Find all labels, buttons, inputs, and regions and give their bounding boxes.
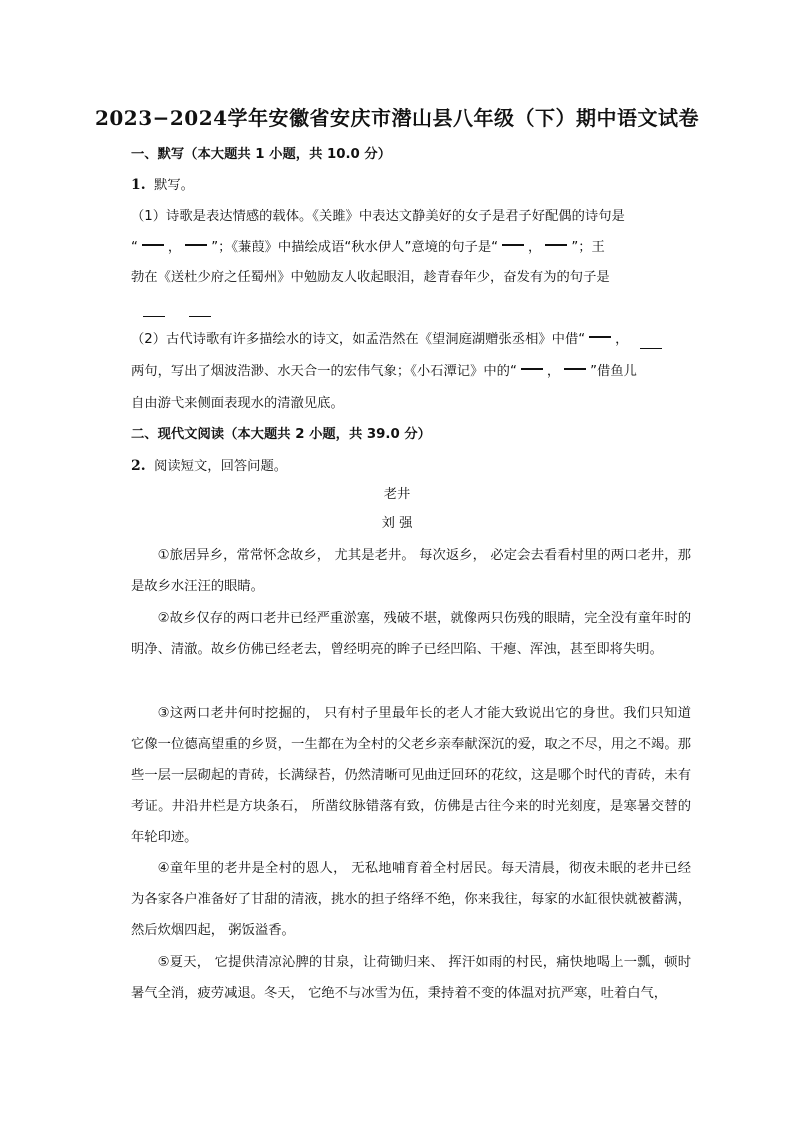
section2-heading: 二、现代文阅读（本大题共 2 小题，共 39.0 分） (131, 427, 431, 442)
answer-blank[interactable] (589, 336, 611, 338)
q1-stem: 默写。 (154, 178, 194, 193)
q2-stem: 阅读短文，回答问题。 (154, 459, 288, 474)
q1-stem-line (131, 176, 691, 195)
article-paragraph: ④童年里的老井是全村的恩人， 无私地哺育着全村居民。每天清晨，彻夜未眠的老井已经为各家各户准备好了甘甜的清液，挑水的担子络绎不绝，你来我往，每家的水缸很快就被蓄满，然后炊烟四起， 粥饭溢香。 (131, 861, 691, 938)
article-paragraph: ③这两口老井何时挖掘的， 只有村子里最年长的老人才能大致说出它的身世。我们只知道它像一位德高望重的乡贤，一生都在为全村的父老乡亲奉献深沉的爱，取之不尽，用之不竭。那些一层一层砌起的青砖，长满绿苔，仍然清晰可见曲迂回环的花纹，这是哪个时代的青砖，未有考证。井沿井栏是方块条石， 所凿纹脉错落有致，仿佛是古往今来的时光刻度，是寒暑交替的年轮印迹。 (131, 706, 691, 845)
answer-blank[interactable] (564, 368, 586, 370)
article-title: 老井 (383, 487, 411, 502)
article-author: 刘 强 (381, 516, 413, 531)
q1-part1-line3: 勃在《送杜少府之任蜀州》中勉励友人收起眼泪，趁青春年少，奋发有为的句子是 (131, 270, 610, 285)
q1-number: 1. (131, 177, 146, 193)
exam-title: 2023−2024学年安徽省安庆市潜山县八年级（下）期中语文试卷 (94, 106, 700, 130)
article-paragraph: ①旅居异乡，常常怀念故乡， 尤其是老井。 每次返乡， 必定会去看看村里的两口老井，那是故乡水汪汪的眼睛。 (131, 548, 691, 594)
q1-part2-line2: 两句，写出了烟波浩渺、水天合一的宏伟气象；《小石潭记》中的“ ， ”借鱼儿 (131, 364, 637, 379)
article-paragraph: ⑤夏天， 它提供清凉沁脾的甘泉，让荷锄归来、 挥汗如雨的村民，痛快地喝上一瓢，顿时暑气全消，疲劳减退。冬天， 它绝不与冰雪为伍，秉持着不变的体温对抗严寒，吐着白气， (131, 955, 691, 1001)
q2-number: 2. (131, 458, 146, 474)
answer-blank[interactable] (521, 368, 543, 370)
answer-blank[interactable] (640, 338, 662, 349)
q1-part2-line3: 自由游弋来侧面表现水的清澈见底。 (131, 396, 344, 411)
answer-blank[interactable] (142, 244, 164, 246)
answer-blank[interactable] (502, 244, 524, 246)
answer-blank[interactable] (185, 244, 207, 246)
answer-blank[interactable] (143, 306, 165, 317)
q2-stem-line (131, 457, 691, 476)
answer-blank[interactable] (189, 306, 211, 317)
q1-part1-line4 (131, 299, 691, 317)
q1-part1-line2: “ ， ”；《蒹葭》中描绘成语“秋水伊人”意境的句子是“ ， ”；王 (131, 240, 605, 255)
q1-part2-line1: （2）古代诗歌有许多描绘水的诗文，如孟浩然在《望洞庭湖赠张丞相》中借“ ， (131, 331, 691, 349)
section1-heading: 一、默写（本大题共 1 小题，共 10.0 分） (131, 147, 392, 162)
article-paragraph: ②故乡仅存的两口老井已经严重淤塞，残破不堪，就像两只伤残的眼睛，完全没有童年时的明净、清澈。故乡仿佛已经老去，曾经明亮的眸子已经凹陷、干瘪、浑浊，甚至即将失明。 (131, 611, 691, 657)
answer-blank[interactable] (545, 244, 567, 246)
q1-part1-line1: （1）诗歌是表达情感的载体。《关雎》中表达文静美好的女子是君子好配偶的诗句是 (131, 209, 625, 224)
